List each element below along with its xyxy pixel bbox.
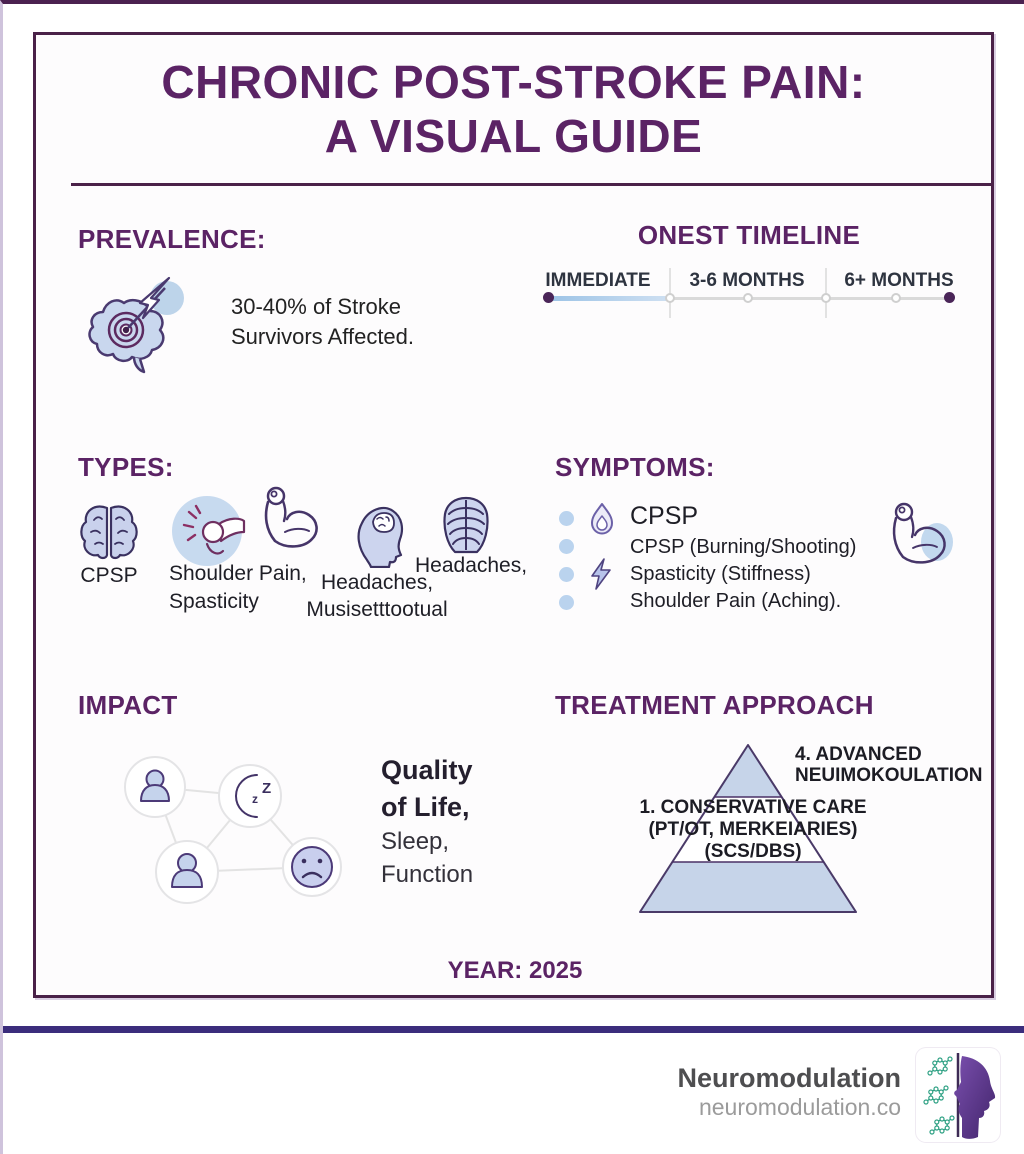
impact-node-circle: [219, 765, 281, 827]
type-label-shoulder-line1: Shoulder Pain,: [169, 562, 307, 585]
title-divider: [71, 183, 991, 186]
type-label-headaches-line2: Musisetttootual: [306, 598, 448, 622]
types-heading: TYPES:: [78, 452, 174, 482]
pyramid-middle-label: [598, 797, 908, 863]
sad-face-icon: [292, 847, 332, 887]
type-label-shoulder: [169, 560, 307, 617]
type-label-headaches-line1: Headaches,: [320, 571, 434, 594]
brain-icon: [76, 500, 142, 562]
symptom-item-burning: CPSP (Burning/Shooting): [630, 536, 857, 558]
pyramid-label-line3: (SCS/DBS): [704, 841, 802, 862]
impact-text: [381, 756, 473, 895]
footer-divider-bar: [3, 1026, 1024, 1033]
pyramid-apex-label: [795, 744, 983, 786]
prevalence-text-line1: 30-40% of Stroke: [231, 294, 401, 319]
bullet-dot: [559, 567, 574, 582]
impact-line-sleep: Sleep,: [381, 828, 450, 856]
onset-timeline: [543, 266, 955, 322]
lightning-icon: [588, 557, 614, 591]
symptom-item-cpsp: CPSP: [630, 502, 699, 530]
impact-line-function: Function: [381, 861, 474, 889]
timeline-label-immediate: IMMEDIATE: [545, 270, 651, 291]
timeline-node: [665, 293, 675, 303]
symptom-item-spasticity: Spasticity (Stiffness): [630, 563, 811, 585]
symptom-item-shoulder: Shoulder Pain (Aching).: [630, 590, 842, 612]
prevalence-text-line2: Survivors Affected.: [231, 323, 415, 349]
brand-logo: [916, 1048, 1000, 1142]
bicep-icon: [881, 498, 957, 572]
bullet-dot: [559, 511, 574, 526]
timeline-node: [743, 293, 753, 303]
prevalence-text: [231, 292, 414, 351]
head-brain-icon: [343, 494, 409, 568]
timeline-start-dot: [543, 292, 554, 303]
timeline-heading: ONEST TIMELINE: [637, 220, 861, 250]
flame-icon: [587, 502, 617, 536]
treatment-heading: TREATMENT APPROACH: [555, 690, 874, 720]
impact-line-of-life: of Life,: [381, 791, 470, 822]
type-label-ribcage: Headaches,: [415, 554, 528, 577]
page-title: [3, 56, 1024, 164]
timeline-end-dot: [944, 292, 955, 303]
ribcage-icon: [435, 494, 497, 558]
impact-heading: IMPACT: [78, 690, 178, 720]
page-title-line2: A VISUAL GUIDE: [324, 109, 703, 162]
pyramid-label-line2: (PT/OT, MERKEIARIES): [648, 819, 858, 840]
footer-brand-block: [563, 1064, 901, 1121]
impact-line-quality: Quality: [381, 755, 473, 785]
bicep-icon: [255, 482, 325, 556]
prevalence-heading: PREVALENCE:: [78, 224, 266, 254]
apex-label-line2: NEUIMOKOULATION: [795, 765, 983, 786]
timeline-node: [891, 293, 901, 303]
impact-network-diagram: [105, 742, 355, 917]
svg-text:Z: Z: [262, 780, 272, 797]
timeline-highlight-segment: [547, 296, 671, 301]
timeline-label-6plus-months: 6+ MONTHS: [844, 270, 954, 291]
symptoms-heading: SYMPTOMS:: [555, 452, 715, 482]
type-label-shoulder-line2: Spasticity: [169, 590, 259, 614]
pyramid-label-line1: 1. CONSERVATIVE CARE: [639, 797, 867, 818]
brand-site: neuromodulation.co: [698, 1093, 901, 1120]
bullet-dot: [559, 539, 574, 554]
molecule-icon: [924, 1057, 954, 1134]
type-label-cpsp: CPSP: [80, 564, 138, 587]
year-label: YEAR: 2025: [447, 957, 583, 984]
page-title-line1: CHRONIC POST-STROKE PAIN:: [161, 56, 866, 108]
head-profile-icon: [954, 1056, 995, 1139]
brain-target-icon: [81, 272, 193, 380]
bullet-dot: [559, 595, 574, 610]
timeline-node: [821, 293, 831, 303]
timeline-label-3-6-months: 3-6 MONTHS: [689, 270, 805, 291]
svg-text:z: z: [252, 792, 258, 806]
apex-label-line1: 4. ADVANCED: [795, 744, 922, 765]
brand-name: Neuromodulation: [677, 1063, 901, 1093]
